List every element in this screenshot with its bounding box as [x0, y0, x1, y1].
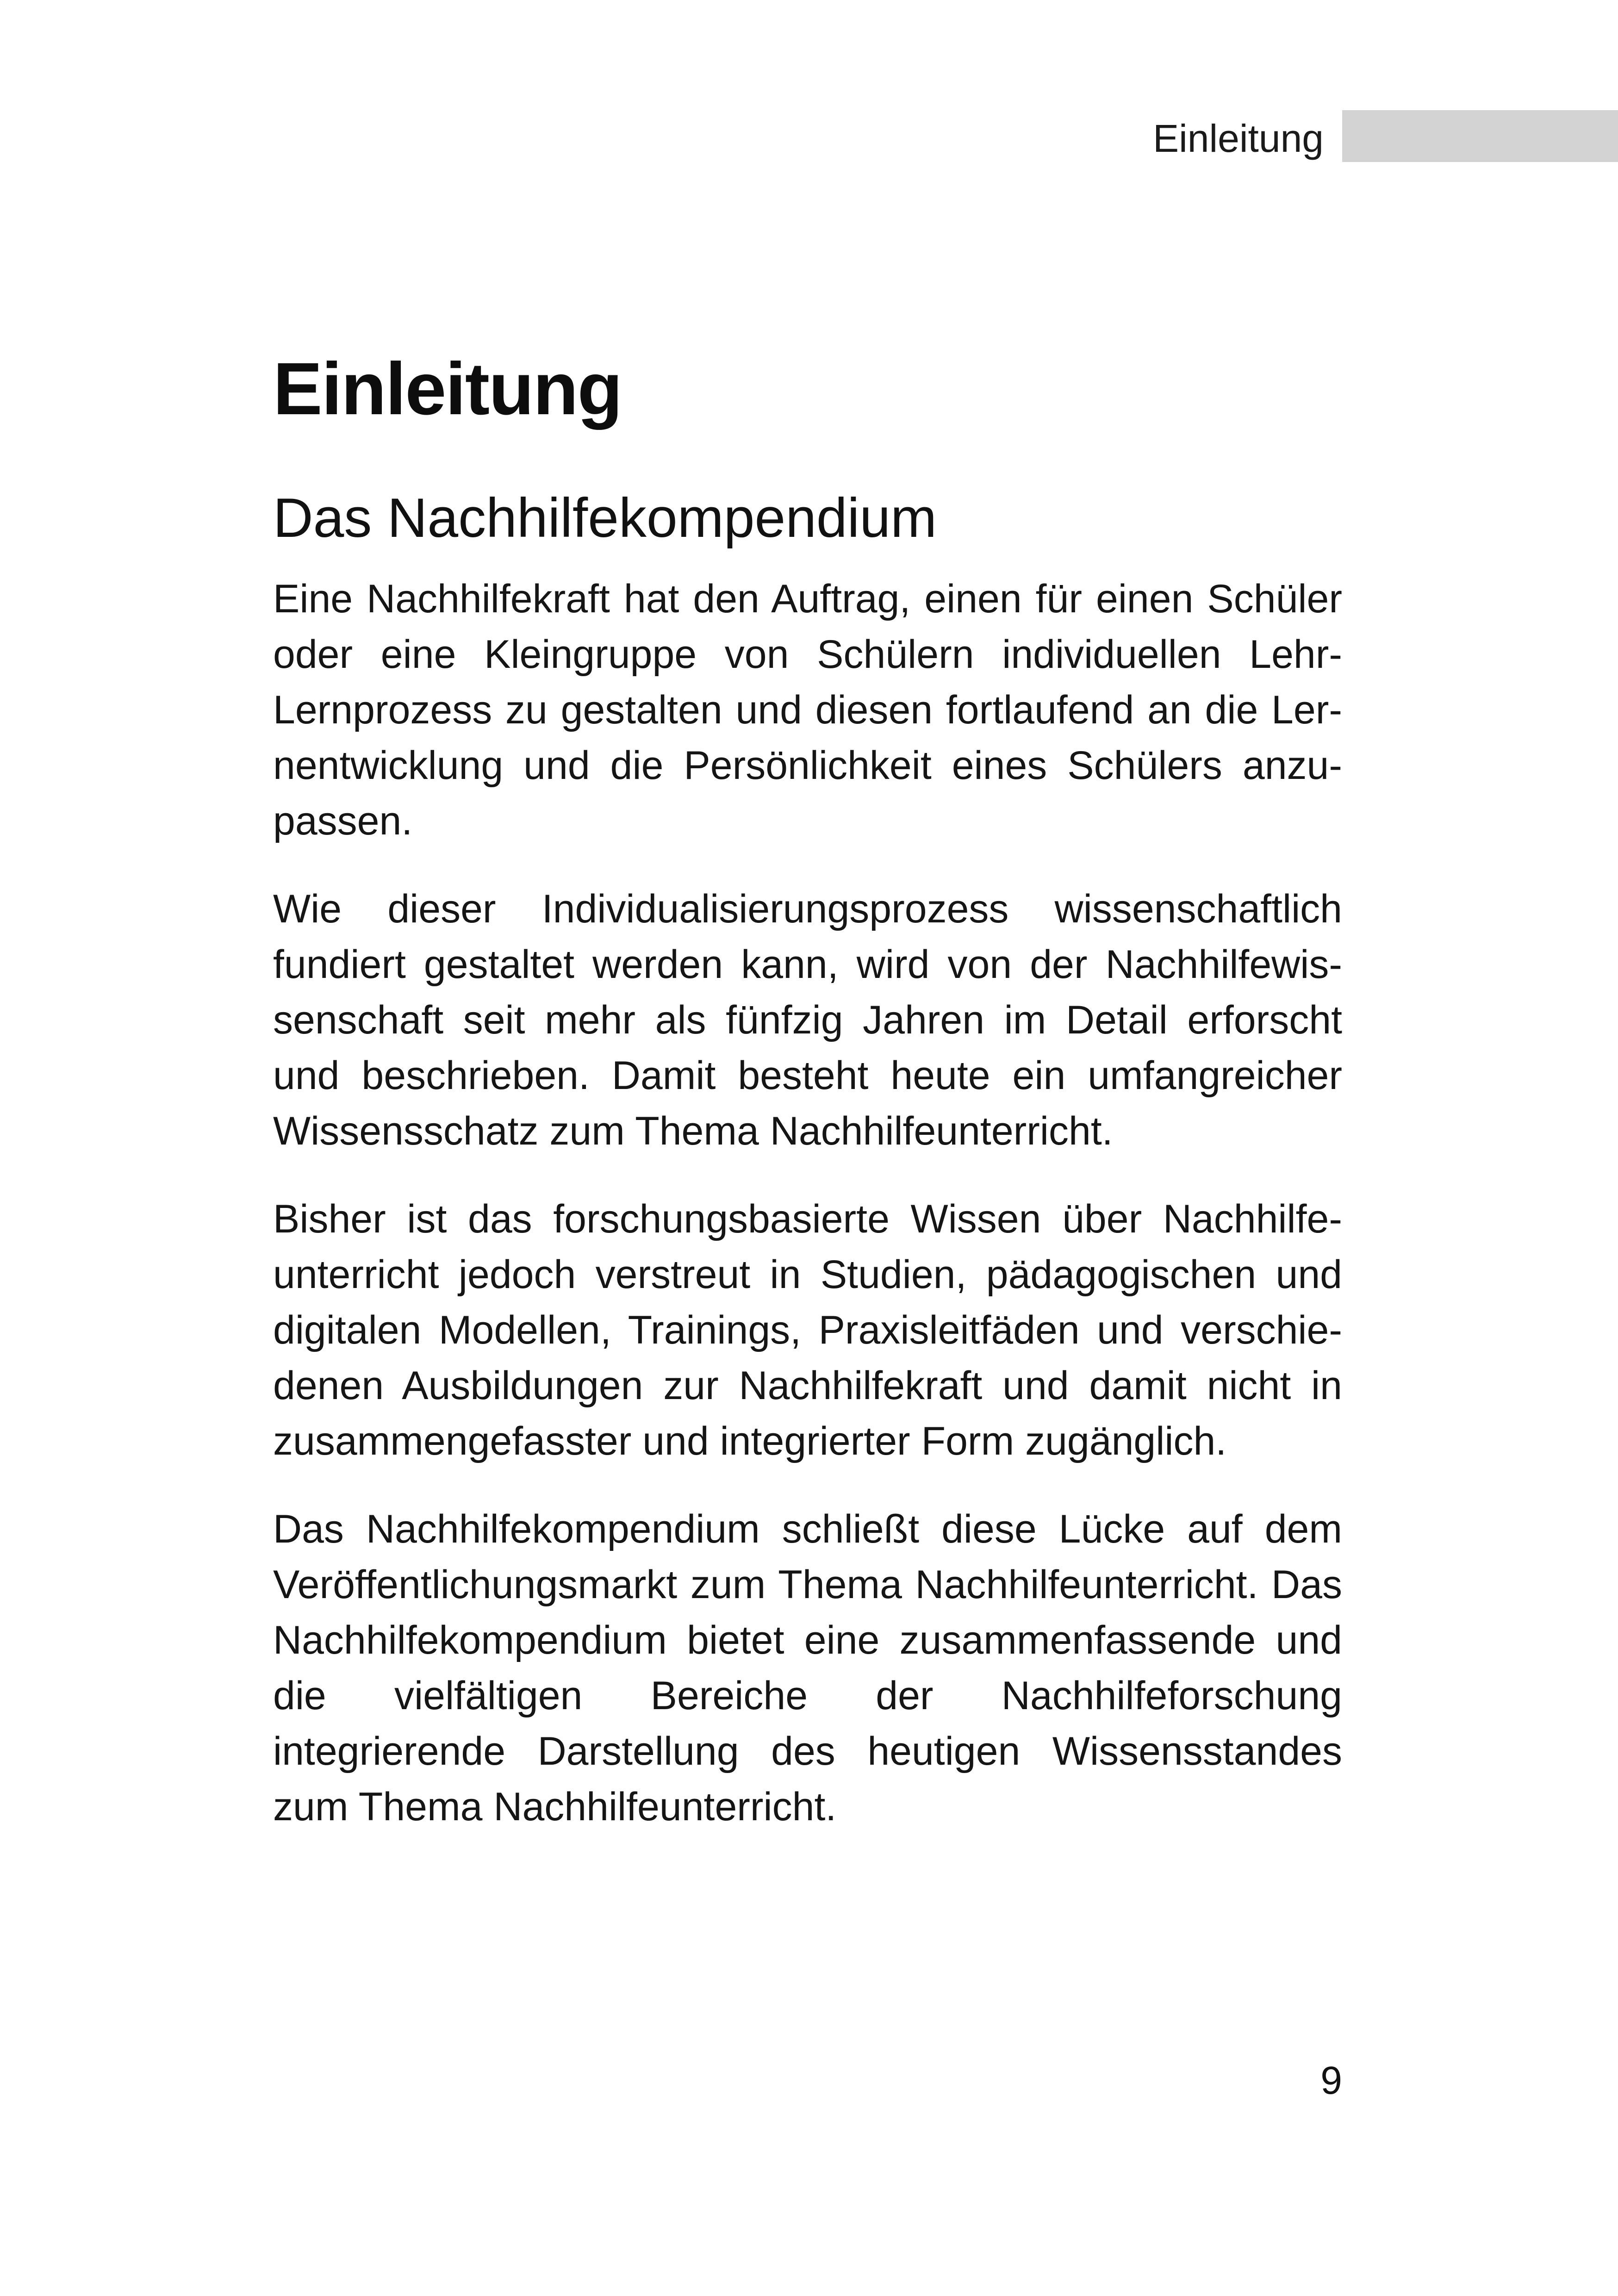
- paragraph: Wie dieser Individualisierungsprozess wissenschaftlich fundiert gestaltet werden kann, wird von der Nachhilfewissenschaft seit mehr als fünfzig Jahren im Detail erforscht und beschrieben. Damit besteht heute ein umfangreicher Wissensschatz zum Thema Nachhilfeunterricht.: [273, 887, 1342, 1153]
- chapter-title: Einleitung: [273, 347, 622, 430]
- chapter-thumb-tab: [1342, 110, 1618, 162]
- section-title: Das Nachhilfekompendium: [273, 487, 937, 549]
- page-content: [273, 342, 1342, 1835]
- body-text: [273, 571, 1342, 1835]
- paragraph: Das Nachhilfekompendium schließt diese Lücke auf dem Veröffentlichungsmarkt zum Thema Nachhilfeunterricht. Das Nachhilfekompendium bietet eine zusammenfassende und die vielfältigen Bereiche der Nachhilfeforschung integrierende Darstellung des heutigen Wissensstandes zum Thema Nachhilfeunterricht.: [273, 1507, 1342, 1829]
- paragraph: Eine Nachhilfekraft hat den Auftrag, einen für einen Schüler oder eine Kleingruppe von Schülern individuellen Lehr-Lernprozess zu gestalten und diesen fortlaufend an die Lernentwicklung und die Persönlichkeit eines Schülers anzupassen.: [273, 577, 1342, 843]
- paragraph: Bisher ist das forschungsbasierte Wissen über Nachhilfeunterricht jedoch verstreut in Studien, pädagogischen und digitalen Modellen, Trainings, Praxisleitfäden und verschiedenen Ausbildungen zur Nachhilfekraft und damit nicht in zusammengefasster und integrierter Form zugänglich.: [273, 1197, 1342, 1463]
- page-number: 9: [1320, 2059, 1342, 2102]
- running-header: Einleitung: [1153, 117, 1324, 160]
